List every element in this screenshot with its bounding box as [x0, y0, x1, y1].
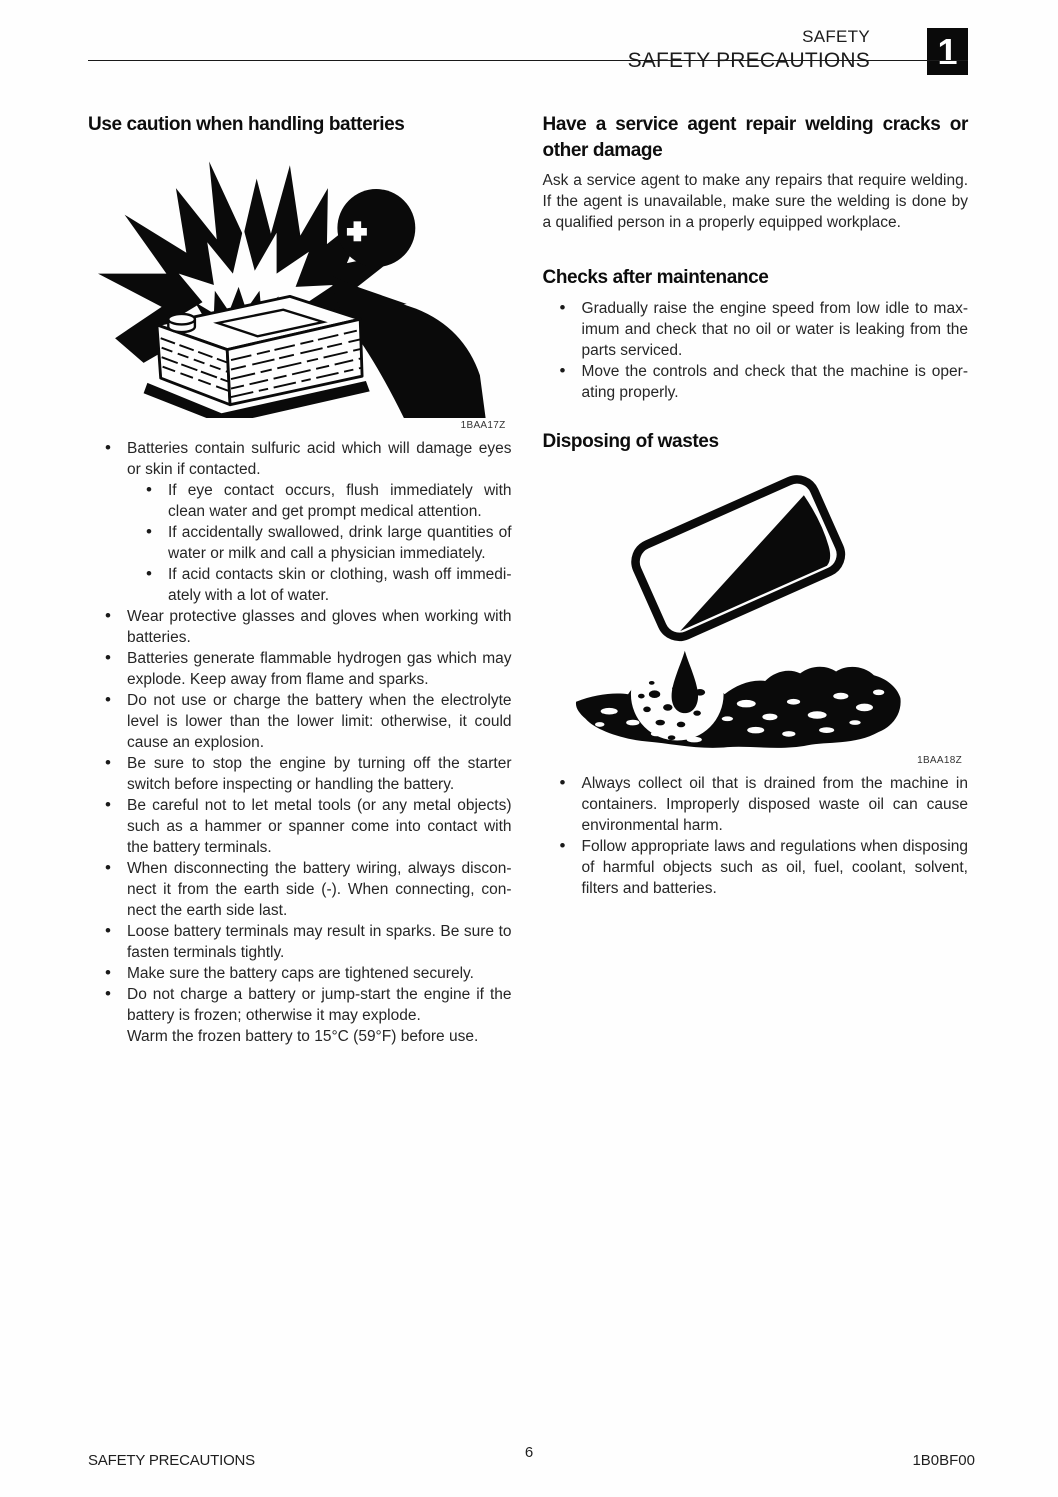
- right-column: [543, 112, 968, 1047]
- sub-bullet-item: • If eye contact occurs, flush immediately with clean water and get prompt medical attention.: [127, 480, 512, 522]
- figure-caption: 1BAA17Z: [460, 420, 506, 431]
- bullet-item: • Always collect oil that is drained from the machine in containers. Improperly disposed waste oil can cause environmental harm.: [543, 773, 968, 836]
- section-heading-welding: Have a service agent repair welding cracks or other damage: [542, 114, 968, 161]
- bullet-item: • Batteries generate flammable hydrogen gas which may explode. Keep away from flame and sparks.: [88, 648, 512, 690]
- battery-sub-list: [127, 480, 512, 606]
- footer-document-code: 1B0BF00: [912, 1452, 975, 1469]
- figure-waste-disposal: [543, 469, 968, 766]
- battery-bullet-list: [88, 438, 512, 1047]
- battery-explosion-illustration-icon: [88, 152, 488, 418]
- bullet-text: Batteries contain sulfuric acid which will damage eyes or skin if contacted.: [127, 440, 512, 478]
- bullet-item: [88, 438, 512, 606]
- section-heading-wastes: Disposing of wastes: [542, 431, 719, 452]
- bullet-item: [88, 984, 512, 1047]
- figure-caption: 1BAA18Z: [917, 755, 962, 766]
- chapter-number: 1: [937, 30, 958, 72]
- bullet-item: • Be sure to stop the engine by turning off the starter switch before inspecting or handling the battery.: [88, 753, 512, 795]
- bullet-item: • Do not use or charge the battery when the electrolyte level is lower than the lower limit: otherwise, it could cause an explosion.: [88, 690, 512, 753]
- checks-bullet-list: [543, 298, 968, 403]
- wastes-bullet-list: [543, 773, 968, 899]
- sub-bullet-item: • If accidentally swallowed, drink large quantities of water or milk and call a physician immediately.: [127, 522, 512, 564]
- header-rule: [88, 60, 968, 61]
- chapter-number-box: [927, 28, 968, 75]
- page-number: 6: [524, 1444, 534, 1461]
- sub-bullet-item: • If acid contacts skin or clothing, wash off immediately with a lot of water.: [127, 564, 512, 606]
- header-kicker: SAFETY: [802, 27, 870, 46]
- section-heading-batteries: Use caution when handling batteries: [88, 114, 405, 135]
- bullet-item: • When disconnecting the battery wiring, always disconnect it from the earth side (-). When connecting, connect the earth side last.: [88, 858, 512, 921]
- oil-waste-disposal-illustration-icon: [543, 469, 959, 753]
- bullet-text: Do not charge a battery or jump-start the engine if the battery is frozen; otherwise it may explode.: [127, 986, 512, 1024]
- bullet-item: • Be careful not to let metal tools (or any metal objects) such as a hammer or spanner come into contact with the battery terminals.: [88, 795, 512, 858]
- header-titles: [628, 26, 870, 74]
- left-column: [88, 112, 512, 1047]
- bullet-item: • Move the controls and check that the machine is operating properly.: [543, 361, 968, 403]
- bullet-continuation: Warm the frozen battery to 15°C (59°F) before use.: [127, 1028, 479, 1045]
- bullet-item: • Wear protective glasses and gloves when working with batteries.: [88, 606, 512, 648]
- page-title: SAFETY PRECAUTIONS: [627, 49, 870, 72]
- bullet-item: • Gradually raise the engine speed from low idle to maximum and check that no oil or water is leaking from the parts serviced.: [543, 298, 968, 361]
- figure-battery-explosion: [88, 152, 512, 431]
- welding-paragraph: Ask a service agent to make any repairs that require welding. If the agent is unavailable, make sure the welding is done by a qualified person in a properly equipped workplace.: [542, 172, 968, 231]
- bullet-item: • Loose battery terminals may result in sparks. Be sure to fasten terminals tightly.: [88, 921, 512, 963]
- page-content: [88, 112, 968, 1047]
- footer-section-title: SAFETY PRECAUTIONS: [88, 1452, 255, 1469]
- bullet-item: • Follow appropriate laws and regulations when disposing of harmful objects such as oil, fuel, coolant, solvent, filters and batteries.: [543, 836, 968, 899]
- section-heading-checks: Checks after maintenance: [542, 267, 769, 288]
- bullet-item: • Make sure the battery caps are tightened securely.: [88, 963, 512, 984]
